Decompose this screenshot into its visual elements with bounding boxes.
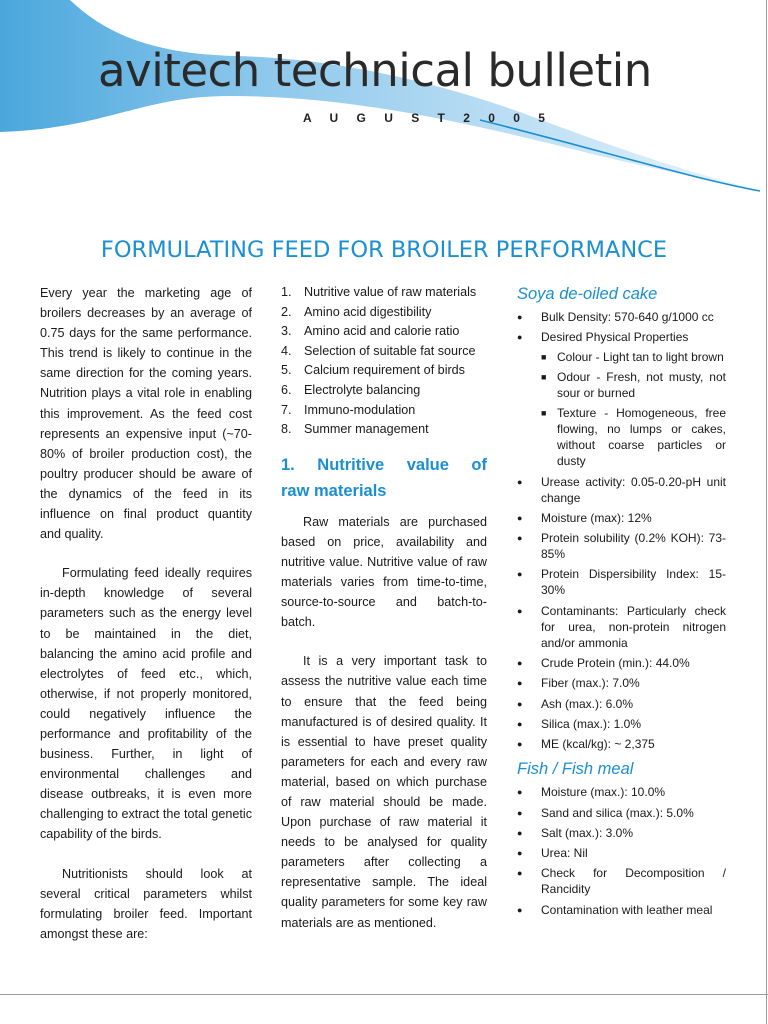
factor-item: 4. Selection of suitable fat source bbox=[281, 343, 476, 358]
section-heading bbox=[281, 452, 487, 504]
section-heading-line2: raw materials bbox=[281, 481, 387, 500]
spec-item: ● Protein Dispersibility Index: 15-30% bbox=[517, 566, 726, 598]
physical-property-item: ■ Colour - Light tan to light brown bbox=[541, 349, 726, 365]
physical-properties-list bbox=[541, 349, 726, 469]
right-column bbox=[517, 283, 726, 924]
spec-item: ● Urea: Nil bbox=[517, 845, 726, 861]
spec-item: ● Ash (max.): 6.0% bbox=[517, 696, 726, 712]
spec-item: ● Protein solubility (0.2% KOH): 73-85% bbox=[517, 530, 726, 562]
spec-item: ● Urease activity: 0.05-0.20-pH unit change bbox=[517, 474, 726, 506]
spec-item bbox=[517, 329, 726, 469]
intro-paragraph: Every year the marketing age of broilers decreases by an average of 0.75 days for the same performance. This trend is likely to continue in the same direction for the coming years. Nutrition plays a vital role in enabling this improvement. As the feed cost represents an expensive input (~70-80% of broiler production cost), the poultry producer should be aware of the dynamics of the feed in its influence on final product quantity and quality. bbox=[40, 286, 252, 542]
physical-property-item: ■ Texture - Homogeneous, free flowing, no lumps or cakes, without coarse particles or dusty bbox=[541, 405, 726, 469]
spec-item: ● Silica (max.): 1.0% bbox=[517, 716, 726, 732]
quality-paragraph: It is a very important task to assess the nutritive value each time to ensure that the feed being manufactured is of desired quality. It is essential to have preset quality parameters for each and every raw material, based on which purchase of raw material should be made. Upon purchase of raw material it needs to be analysed for quality parameters after collecting a representative sample. The ideal quality parameters for some key raw materials are as mentioned. bbox=[281, 654, 487, 930]
factor-item: 8. Summer management bbox=[281, 422, 429, 437]
physical-properties-label: Desired Physical Properties bbox=[541, 330, 689, 345]
spec-item: ● Contamination with leather meal bbox=[517, 902, 726, 918]
factor-item: 3. Amino acid and calorie ratio bbox=[281, 324, 460, 339]
spec-item: ● ME (kcal/kg): ~ 2,375 bbox=[517, 736, 726, 752]
header-swoosh bbox=[0, 0, 768, 200]
bulletin-title: avitech technical bulletin bbox=[98, 44, 652, 97]
section-heading-line1: 1. Nutritive value of bbox=[281, 455, 487, 474]
spec-item: ● Fiber (max.): 7.0% bbox=[517, 675, 726, 691]
raw-materials-paragraph: Raw materials are purchased based on price, availability and nutritive value. Nutritive value of raw materials varies from time-to-time, source-to-source and batch-to-batch. bbox=[281, 514, 487, 630]
spec-item: ● Moisture (max.): 10.0% bbox=[517, 784, 726, 800]
soya-spec-list bbox=[517, 309, 726, 752]
fish-heading: Fish / Fish meal bbox=[517, 760, 634, 779]
left-column bbox=[40, 283, 252, 963]
spec-item: ● Sand and silica (max.): 5.0% bbox=[517, 805, 726, 821]
formulation-paragraph: Formulating feed ideally requires in-depth knowledge of several parameters such as the energy level to be maintained in the diet, balancing the amino acid profile and electrolytes of feed etc., which, otherwise, if not properly monitored, could negatively influence the performance and profitability of the business. Further, in light of environmental challenges and disease outbreaks, it is even more challenging to extract the total genetic capability of the birds. bbox=[40, 566, 252, 842]
page-bottom-edge bbox=[0, 994, 768, 995]
soya-heading: Soya de-oiled cake bbox=[517, 285, 658, 303]
spec-item: ● Contaminants: Particularly check for urea, non-protein nitrogen and/or ammonia bbox=[517, 603, 726, 651]
factor-item: 2. Amino acid digestibility bbox=[281, 304, 432, 319]
page-right-edge bbox=[766, 0, 767, 1024]
spec-item: ● Salt (max.): 3.0% bbox=[517, 825, 726, 841]
spec-item: ● Crude Protein (min.): 44.0% bbox=[517, 655, 726, 671]
bulletin-date: A U G U S T 2 0 0 5 bbox=[303, 111, 553, 125]
spec-item: ● Bulk Density: 570-640 g/1000 cc bbox=[517, 309, 726, 325]
factor-item: 5. Calcium requirement of birds bbox=[281, 363, 465, 378]
page-heading: FORMULATING FEED FOR BROILER PERFORMANCE bbox=[100, 237, 668, 263]
nutritionists-paragraph: Nutritionists should look at several critical parameters whilst formulating broiler feed. Important amongst these are: bbox=[40, 866, 252, 941]
middle-column bbox=[281, 283, 487, 952]
physical-property-item: ■ Odour - Fresh, not musty, not sour or burned bbox=[541, 369, 726, 401]
spec-item: ● Check for Decomposition / Rancidity bbox=[517, 865, 726, 897]
factor-item: 6. Electrolyte balancing bbox=[281, 382, 421, 397]
spec-item: ● Moisture (max): 12% bbox=[517, 510, 726, 526]
factor-item: 7. Immuno-modulation bbox=[281, 402, 416, 417]
fish-spec-list bbox=[517, 784, 726, 917]
factor-item: 1. Nutritive value of raw materials bbox=[281, 285, 477, 299]
factor-list bbox=[281, 283, 487, 440]
